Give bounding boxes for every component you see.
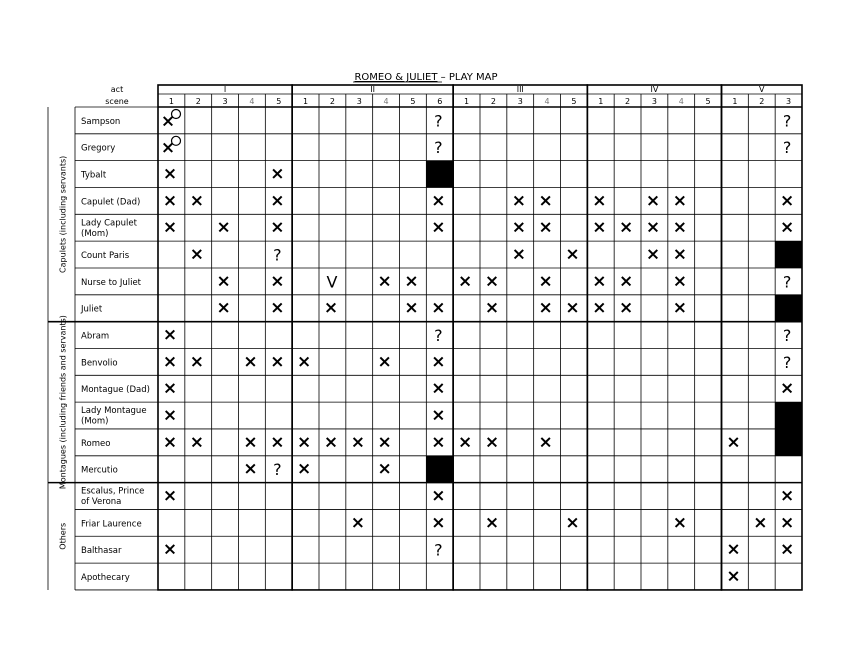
present-mark: ×: [162, 190, 178, 211]
present-mark: ×: [511, 244, 526, 265]
act-header-label: act: [110, 85, 124, 94]
present-mark: ×: [431, 432, 446, 453]
present-mark: ×: [243, 351, 258, 372]
present-mark: ×: [619, 298, 634, 319]
present-mark: ×: [162, 486, 178, 507]
present-mark: ×: [431, 351, 446, 372]
present-mark: ×: [592, 271, 607, 292]
character-name: Friar Laurence: [81, 519, 142, 530]
present-mark: ×: [270, 298, 285, 319]
present-mark: ×: [162, 432, 178, 453]
scene-number: 4: [383, 97, 389, 106]
scene-number: 1: [303, 97, 309, 106]
question-mark: ?: [782, 111, 792, 131]
present-mark: ×: [431, 512, 446, 533]
black-cell: [775, 429, 802, 456]
present-mark: ×: [726, 539, 741, 560]
present-mark: ×: [216, 298, 231, 319]
character-name: Mercutio: [81, 465, 118, 476]
character-name: Sampson: [81, 116, 121, 127]
present-mark: ×: [270, 217, 285, 238]
question-mark: ?: [782, 138, 792, 158]
present-mark: ×: [162, 378, 178, 399]
question-mark: ?: [434, 540, 443, 560]
character-name: Romeo: [81, 438, 111, 449]
present-mark: ×: [404, 298, 419, 319]
scene-number: 3: [356, 97, 362, 106]
present-mark: ×: [270, 190, 285, 211]
present-mark: ×: [538, 298, 553, 319]
character-name: Nurse to Juliet: [81, 277, 142, 288]
question-mark: ?: [273, 460, 282, 480]
present-mark: ×: [672, 190, 687, 211]
question-mark: ?: [434, 138, 443, 158]
title-play-name: ROMEO & JULIET: [354, 72, 438, 83]
present-mark: ×: [216, 271, 231, 292]
page-title: [354, 72, 497, 83]
present-mark: ×: [484, 271, 500, 292]
present-mark: ×: [780, 378, 795, 399]
present-mark: ×: [377, 432, 392, 453]
question-mark: ?: [273, 245, 282, 265]
scene-number: 2: [759, 97, 765, 106]
scene-number: 1: [168, 97, 174, 106]
present-mark: ×: [458, 432, 473, 453]
character-name: Balthasar: [81, 546, 122, 557]
question-mark: ?: [434, 111, 443, 131]
present-mark: ×: [162, 539, 178, 560]
present-mark: ×: [323, 298, 339, 319]
scene-number: 3: [651, 97, 657, 106]
scene-header-label: scene: [105, 97, 129, 106]
present-mark: ×: [565, 244, 580, 265]
question-mark: ?: [782, 352, 792, 372]
scene-number: 5: [410, 97, 416, 106]
present-mark: ×: [243, 432, 258, 453]
present-mark: ×: [538, 271, 553, 292]
present-mark: ×: [270, 271, 285, 292]
scene-number: 5: [571, 97, 577, 106]
scene-number: 5: [276, 97, 282, 106]
present-mark: ×: [431, 486, 446, 507]
present-mark: ×: [484, 432, 500, 453]
present-mark: ×: [270, 432, 285, 453]
character-name: Capulet (Dad): [81, 197, 141, 208]
present-mark: ×: [672, 298, 687, 319]
present-mark: ×: [672, 512, 687, 533]
present-mark: ×: [753, 512, 768, 533]
scene-number: 1: [464, 97, 470, 106]
character-name: Abram: [81, 331, 110, 342]
character-name: Juliet: [81, 304, 103, 315]
title-suffix: – PLAY MAP: [437, 72, 498, 83]
scene-number: 5: [705, 97, 711, 106]
scene-number: 2: [195, 97, 201, 106]
present-mark: ×: [726, 566, 741, 587]
present-mark: ×: [243, 459, 258, 480]
present-mark: ×: [297, 351, 312, 372]
present-mark: ×: [431, 298, 446, 319]
black-cell: [775, 241, 802, 268]
present-mark: ×: [780, 486, 795, 507]
v-mark: V: [326, 272, 338, 292]
present-mark: ×: [297, 459, 312, 480]
character-name: Escalus, Prince of Verona: [81, 486, 145, 508]
present-mark: ×: [431, 378, 446, 399]
present-mark: ×: [377, 459, 392, 480]
character-name: Montague (Dad): [81, 385, 150, 396]
present-mark: ×: [270, 351, 285, 372]
scene-number: 1: [598, 97, 604, 106]
present-mark: ×: [565, 512, 580, 533]
act-label: III: [516, 85, 524, 94]
present-mark: ×: [160, 138, 176, 159]
scene-number: 3: [517, 97, 523, 106]
present-mark: ×: [162, 217, 178, 238]
present-mark: ×: [592, 298, 607, 319]
present-mark: ×: [189, 190, 204, 211]
present-mark: ×: [377, 271, 392, 292]
group-label: Capulets (including servants): [58, 155, 68, 273]
present-mark: ×: [484, 298, 500, 319]
present-mark: ×: [538, 432, 553, 453]
scene-number: 3: [222, 97, 228, 106]
present-mark: ×: [377, 351, 392, 372]
present-mark: ×: [350, 512, 365, 533]
black-cell: [426, 161, 453, 188]
scene-number: 4: [249, 97, 255, 106]
present-mark: ×: [189, 351, 204, 372]
black-cell: [775, 295, 802, 322]
question-mark: ?: [434, 326, 443, 346]
character-name: Lady Montague (Mom): [81, 406, 147, 427]
present-mark: ×: [672, 271, 687, 292]
present-mark: ×: [538, 217, 553, 238]
group-label: Montagues (including friends and servants): [58, 315, 68, 490]
act-label: IV: [650, 85, 659, 94]
act-label: I: [223, 85, 227, 94]
present-mark: ×: [619, 217, 634, 238]
present-mark: ×: [672, 217, 687, 238]
present-mark: ×: [511, 217, 526, 238]
present-mark: ×: [645, 244, 661, 265]
question-mark: ?: [782, 326, 792, 346]
character-name: Tybalt: [81, 170, 107, 181]
scene-number: 3: [786, 97, 792, 106]
scene-number: 2: [329, 97, 335, 106]
present-mark: ×: [189, 244, 204, 265]
group-label: Others: [58, 522, 68, 550]
present-mark: ×: [780, 190, 795, 211]
present-mark: ×: [162, 325, 178, 346]
scene-number: 2: [625, 97, 631, 106]
present-mark: ×: [592, 217, 607, 238]
scene-number: 6: [437, 97, 443, 106]
present-mark: ×: [162, 351, 178, 372]
character-name: Gregory: [81, 143, 116, 154]
present-mark: ×: [780, 512, 795, 533]
present-mark: ×: [565, 298, 580, 319]
present-mark: ×: [672, 244, 687, 265]
act-label: V: [759, 85, 765, 94]
black-cell: [426, 456, 453, 483]
present-mark: ×: [160, 111, 176, 132]
present-mark: ×: [350, 432, 365, 453]
present-mark: ×: [404, 271, 419, 292]
present-mark: ×: [645, 190, 661, 211]
scene-number: 2: [490, 97, 496, 106]
present-mark: ×: [431, 405, 446, 426]
present-mark: ×: [297, 432, 312, 453]
black-cell: [775, 402, 802, 429]
present-mark: ×: [726, 432, 741, 453]
scene-number: 4: [544, 97, 550, 106]
present-mark: ×: [162, 164, 178, 185]
present-mark: ×: [619, 271, 634, 292]
present-mark: ×: [189, 432, 204, 453]
present-mark: ×: [511, 190, 526, 211]
present-mark: ×: [780, 539, 795, 560]
present-mark: ×: [431, 217, 446, 238]
present-mark: ×: [458, 271, 473, 292]
present-mark: ×: [592, 190, 607, 211]
present-mark: ×: [484, 512, 500, 533]
character-name: Benvolio: [81, 358, 118, 369]
present-mark: ×: [162, 405, 178, 426]
present-mark: ×: [216, 217, 231, 238]
present-mark: ×: [323, 432, 339, 453]
scene-number: 4: [678, 97, 684, 106]
character-name: Count Paris: [81, 251, 130, 262]
present-mark: ×: [270, 164, 285, 185]
present-mark: ×: [431, 190, 446, 211]
scene-number: 1: [732, 97, 738, 106]
present-mark: ×: [538, 190, 553, 211]
present-mark: ×: [645, 217, 661, 238]
character-name: Apothecary: [81, 573, 130, 584]
character-name: Lady Capulet (Mom): [81, 218, 137, 239]
present-mark: ×: [780, 217, 795, 238]
question-mark: ?: [782, 272, 792, 292]
act-label: II: [370, 85, 376, 94]
